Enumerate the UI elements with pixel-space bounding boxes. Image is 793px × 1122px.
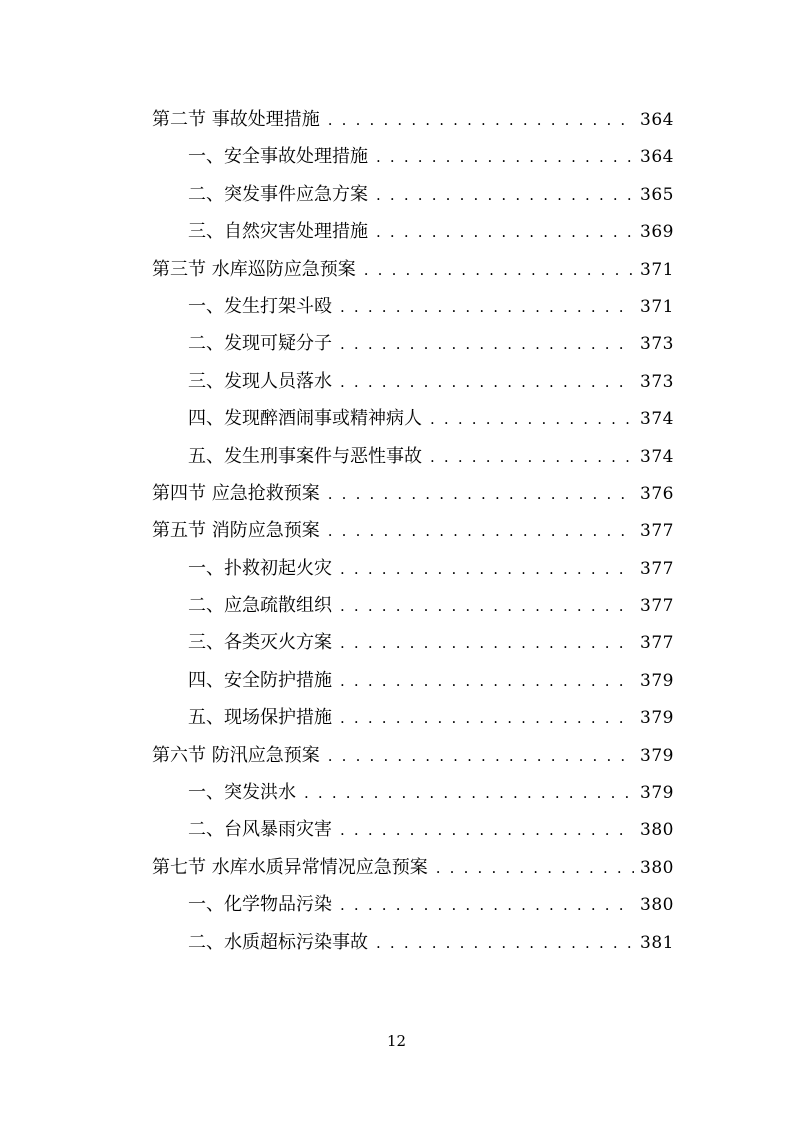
- toc-entry-label: 三、自然灾害处理措施: [188, 221, 368, 243]
- toc-entry-page: 379: [640, 783, 674, 804]
- dot-leader: [340, 364, 634, 401]
- toc-entry[interactable]: [152, 774, 674, 811]
- toc-entry-page: 373: [640, 371, 674, 392]
- toc-entry[interactable]: [152, 400, 674, 437]
- toc-entry-label: 一、安全事故处理措施: [188, 146, 368, 168]
- toc-entry[interactable]: [152, 550, 674, 587]
- dot-leader: [340, 625, 634, 662]
- toc-entry-page: 380: [640, 895, 674, 916]
- toc-entry-label: 二、突发事件应急方案: [188, 183, 368, 205]
- toc-entry-page: 379: [640, 670, 674, 691]
- dot-leader: [430, 439, 634, 476]
- toc-entry-label: 五、现场保护措施: [188, 707, 332, 729]
- toc-entry[interactable]: [152, 512, 674, 549]
- dot-leader: [340, 326, 634, 363]
- toc-entry[interactable]: [152, 213, 674, 250]
- toc-entry[interactable]: [152, 699, 674, 736]
- dot-leader: [364, 252, 634, 289]
- toc-entry-label: 第六节 防汛应急预案: [152, 744, 320, 766]
- dot-leader: [328, 738, 634, 775]
- dot-leader: [376, 177, 634, 214]
- toc-entry[interactable]: [152, 624, 674, 661]
- toc-entry-page: 365: [640, 184, 674, 205]
- toc-entry-label: 第四节 应急抢救预案: [152, 482, 320, 504]
- toc-entry-page: 381: [640, 932, 674, 953]
- dot-leader: [328, 102, 634, 139]
- toc-entry-page: 380: [640, 820, 674, 841]
- toc-entry[interactable]: [152, 662, 674, 699]
- toc-entry-label: 四、安全防护措施: [188, 669, 332, 691]
- toc-entry-page: 377: [640, 521, 674, 542]
- toc-entry-label: 二、台风暴雨灾害: [188, 819, 332, 841]
- dot-leader: [328, 513, 634, 550]
- toc-entry-label: 一、突发洪水: [188, 782, 296, 804]
- dot-leader: [376, 925, 634, 962]
- toc-entry-page: 371: [640, 259, 674, 280]
- dot-leader: [340, 663, 634, 700]
- toc-entry-page: 379: [640, 708, 674, 729]
- toc-entry-label: 四、发现醉酒闹事或精神病人: [188, 408, 422, 430]
- toc-entry[interactable]: [152, 176, 674, 213]
- toc-entry[interactable]: [152, 251, 674, 288]
- toc-entry[interactable]: [152, 811, 674, 848]
- toc-entry[interactable]: [152, 101, 674, 138]
- table-of-contents: [152, 101, 674, 961]
- toc-entry-page: 364: [640, 147, 674, 168]
- toc-entry-page: 373: [640, 334, 674, 355]
- toc-entry-label: 三、各类灭火方案: [188, 632, 332, 654]
- dot-leader: [436, 850, 634, 887]
- toc-entry-label: 一、扑救初起火灾: [188, 557, 332, 579]
- toc-entry[interactable]: [152, 363, 674, 400]
- toc-entry-page: 376: [640, 483, 674, 504]
- toc-entry-label: 第三节 水库巡防应急预案: [152, 258, 356, 280]
- toc-entry-label: 二、发现可疑分子: [188, 333, 332, 355]
- dot-leader: [340, 812, 634, 849]
- toc-entry-label: 一、发生打架斗殴: [188, 295, 332, 317]
- toc-entry[interactable]: [152, 438, 674, 475]
- toc-entry-page: 377: [640, 558, 674, 579]
- dot-leader: [430, 401, 634, 438]
- toc-entry-label: 第七节 水库水质异常情况应急预案: [152, 856, 428, 878]
- toc-entry-page: 379: [640, 745, 674, 766]
- toc-entry-page: 374: [640, 446, 674, 467]
- toc-entry-label: 二、应急疏散组织: [188, 595, 332, 617]
- dot-leader: [376, 214, 634, 251]
- dot-leader: [340, 588, 634, 625]
- toc-entry-label: 三、发现人员落水: [188, 370, 332, 392]
- dot-leader: [340, 551, 634, 588]
- toc-entry-page: 377: [640, 596, 674, 617]
- toc-entry-page: 364: [640, 110, 674, 130]
- page-number: 12: [386, 1032, 407, 1050]
- dot-leader: [340, 700, 634, 737]
- dot-leader: [340, 289, 634, 326]
- toc-entry[interactable]: [152, 288, 674, 325]
- toc-entry[interactable]: [152, 325, 674, 362]
- dot-leader: [304, 775, 634, 812]
- toc-entry-label: 二、水质超标污染事故: [188, 931, 368, 953]
- toc-entry-page: 371: [640, 296, 674, 317]
- toc-entry-label: 第二节 事故处理措施: [152, 109, 320, 130]
- dot-leader: [340, 887, 634, 924]
- toc-entry[interactable]: [152, 138, 674, 175]
- toc-entry[interactable]: [152, 737, 674, 774]
- toc-entry[interactable]: [152, 849, 674, 886]
- toc-entry-page: 380: [640, 857, 674, 878]
- toc-entry[interactable]: [152, 924, 674, 961]
- toc-entry-page: 369: [640, 222, 674, 243]
- toc-entry-page: 374: [640, 409, 674, 430]
- dot-leader: [376, 139, 634, 176]
- toc-entry-page: 377: [640, 633, 674, 654]
- toc-entry-label: 第五节 消防应急预案: [152, 520, 320, 542]
- toc-entry-label: 五、发生刑事案件与恶性事故: [188, 445, 422, 467]
- toc-entry[interactable]: [152, 886, 674, 923]
- toc-entry-label: 一、化学物品污染: [188, 894, 332, 916]
- toc-entry[interactable]: [152, 587, 674, 624]
- toc-entry[interactable]: [152, 475, 674, 512]
- dot-leader: [328, 476, 634, 513]
